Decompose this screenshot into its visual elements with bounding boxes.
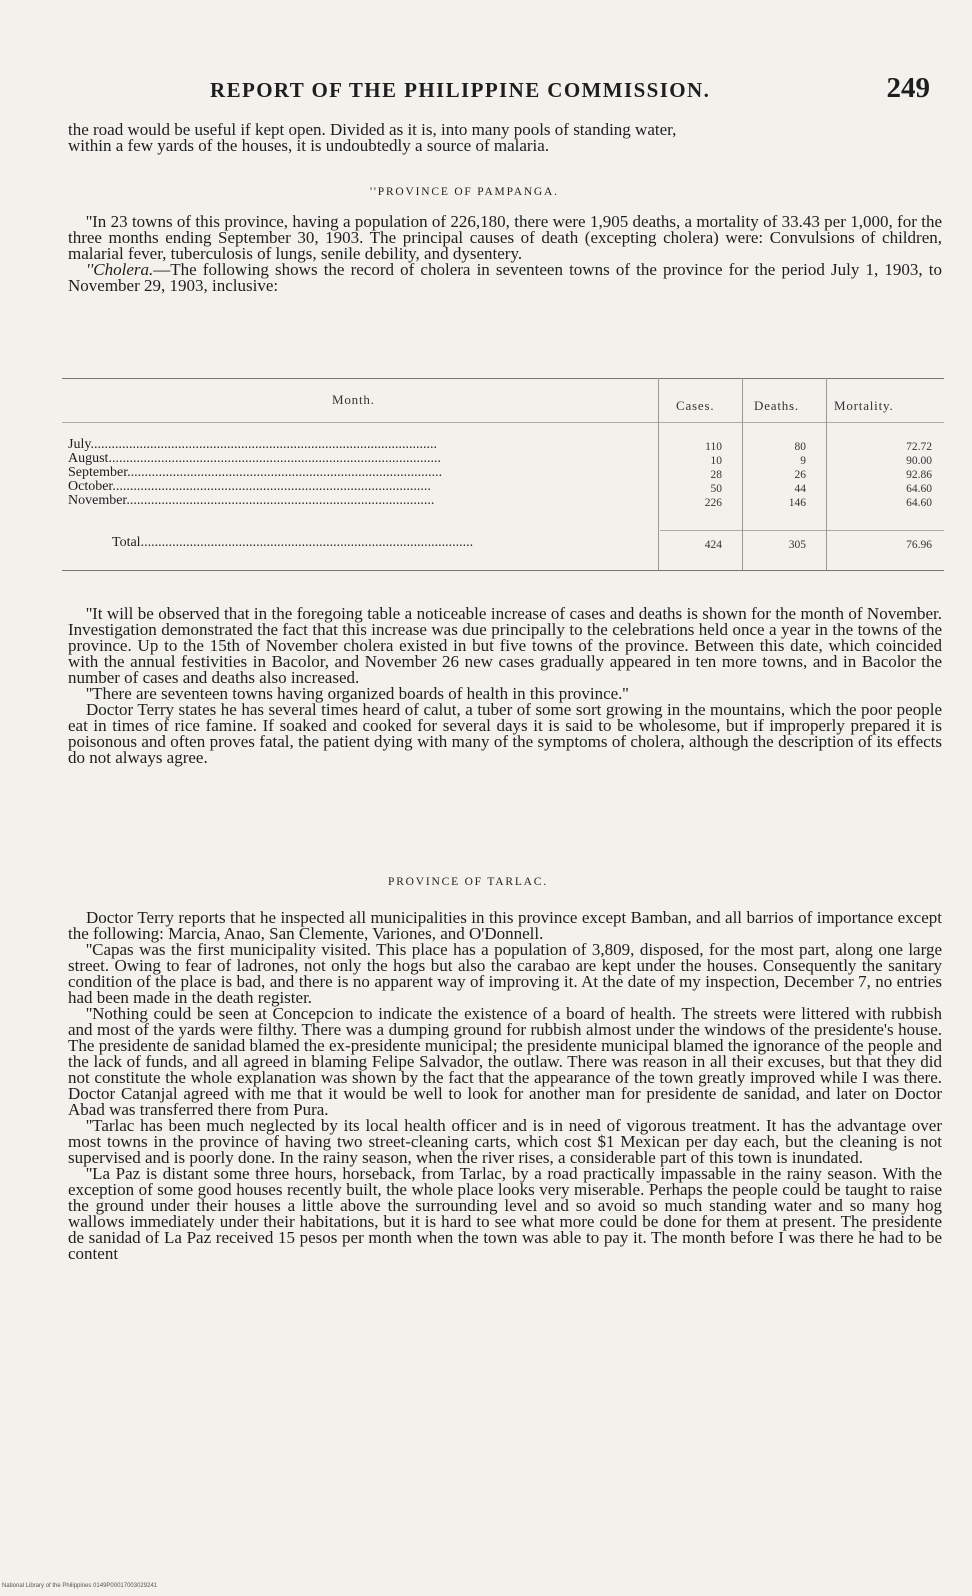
mortality-cell: 72.72 — [906, 441, 932, 453]
mortality-cell: 64.60 — [906, 497, 932, 509]
total-deaths-cell: 305 — [788, 539, 806, 551]
total-row-label: Total............................................................................................... — [112, 536, 474, 550]
deaths-cell: 80 — [794, 441, 806, 453]
cases-cell: 28 — [710, 469, 722, 481]
column-header-month: Month. — [332, 392, 375, 407]
mortality-cell: 90.00 — [906, 455, 932, 467]
tarlac-paragraph: Doctor Terry reports that he inspected all municipalities in this province except Bamban, and all barrios of importance except the following: Marcia, Anao, San Clemente, Variones, and O'Donnell. — [68, 908, 942, 943]
tarlac-town-paragraph: ''Tarlac has been much neglected by its local health officer and is in need of vigorous treatment. It has the advantage over most towns in the province of having two street-cleaning carts, which cost $1 Mexican per day each, but the cleaning is not supervised and is poorly done. In the rainy season, when the river rises, a considerable part of this town is inundated. — [68, 1116, 942, 1167]
row-month-label: August............................................................................................... — [68, 452, 441, 466]
column-header-mortality: Mortality. — [834, 398, 894, 413]
mortality-cell: 92.86 — [906, 469, 932, 481]
tarlac-paragraphs — [68, 910, 942, 1262]
pampanga-paragraph: ''In 23 towns of this province, having a population of 226,180, there were 1,905 deaths, a mortality of 33.43 per 1,000, for the three months ending September 30, 1903. The principal causes of death (excepting cholera) were: Convulsions of children, malarial fever, tuberculosis of lungs, senile debility, and dysentery. — [68, 212, 942, 263]
deaths-cell: 26 — [794, 469, 806, 481]
table-total-rule — [660, 530, 944, 531]
intro-line: within a few yards of the houses, it is undoubtedly a source of malaria. — [68, 136, 550, 155]
table-bottom-rule — [62, 570, 944, 571]
table-column-divider — [658, 378, 659, 570]
cholera-text: —The following shows the record of cholera in seventeen towns of the province for the period July 1, 1903, to November 29, 1903, inclusive: — [68, 260, 942, 295]
table-header-rule — [62, 422, 944, 423]
calut-paragraph: Doctor Terry states he has several times heard of calut, a tuber of some sort growing in the mountains, which the poor people eat in times of rice famine. If soaked and cooked for several days it is said to be wholesome, but if improperly prepared it is poisonous and often proves fatal, the patient dying with many of the symptoms of cholera, although the description of its effects do not always agree. — [68, 700, 942, 767]
cholera-label: ''Cholera. — [86, 260, 154, 279]
table-column-divider — [742, 378, 743, 570]
cases-cell: 10 — [710, 455, 722, 467]
column-header-deaths: Deaths. — [754, 398, 799, 413]
la-paz-paragraph: ''La Paz is distant some three hours, horseback, from Tarlac, by a road practically impassable in the rainy season. With the exception of some good houses recently built, the whole place looks very miserable. Perhaps the people could be taught to raise the ground under their houses a little above the surrounding level and so avoid so much standing water and so many hog wallows immediately under their habitations, but it is hard to see what more could be done for them at present. The presidente de sanidad of La Paz received 15 pesos per month when the town was able to pay it. The month before I was there he had to be content — [68, 1164, 942, 1263]
intro-paragraph — [68, 122, 942, 154]
cases-cell: 50 — [710, 483, 722, 495]
scan-footer: National Library of the Philippines 0149P00017003029241 — [2, 1583, 158, 1589]
table-column-divider — [826, 378, 827, 570]
running-title: REPORT OF THE PHILIPPINE COMMISSION. — [210, 78, 711, 102]
total-cases-cell: 424 — [704, 539, 722, 551]
section-heading-tarlac: PROVINCE OF TARLAC. — [388, 876, 548, 888]
column-header-cases: Cases. — [676, 398, 715, 413]
cholera-paragraph — [68, 262, 942, 294]
row-month-label: September.......................................................................................... — [68, 466, 443, 480]
cases-cell: 110 — [705, 441, 722, 453]
page-header — [200, 70, 940, 110]
concepcion-paragraph: ''Nothing could be seen at Concepcion to indicate the existence of a board of health. The streets were littered with rubbish and most of the yards were filthy. There was a dumping ground for rubbish almost under the windows of the presidente's house. The presidente de sanidad blamed the ex-presidente municipal; the presidente municipal blamed the ignorance of the people and the lack of funds, and all agreed in blaming Felipe Salvador, the outlaw. There was reason in all their excuses, but that they did not constitute the whole explanation was shown by the fact that the appearance of the town greatly improved while I was there. Doctor Catanjal agreed with me that it would be well to look for another man for presidente de sanidad, and later on Doctor Abad was transferred there from Pura. — [68, 1004, 942, 1119]
section-heading-pampanga: ''PROVINCE OF PAMPANGA. — [370, 186, 559, 198]
page-number: 249 — [886, 72, 930, 104]
mortality-cell: 64.60 — [906, 483, 932, 495]
boards-of-health-paragraph: ''There are seventeen towns having organized boards of health in this province.'' — [86, 684, 629, 703]
intro-line: the road would be useful if kept open. Divided as it is, into many pools of standing water, — [68, 120, 677, 139]
cholera-table — [62, 378, 944, 583]
deaths-cell: 146 — [788, 497, 806, 509]
row-month-label: July................................................................................................... — [68, 438, 437, 452]
deaths-cell: 9 — [800, 455, 806, 467]
capas-paragraph: ''Capas was the first municipality visited. This place has a population of 3,809, disposed, for the most part, along one large street. Owing to fear of ladrones, not only the hogs but also the carabao are kept under the houses. Consequently the sanitary condition of the place is bad, and there is no apparent way of improving it. At the date of my inspection, December 7, no entries had been made in the death register. — [68, 940, 942, 1007]
deaths-cell: 44 — [794, 483, 806, 495]
november-paragraph: ''It will be observed that in the foregoing table a noticeable increase of cases and deaths is shown for the month of November. Investigation demonstrated the fact that this increase was due principally to the celebrations held once a year in the towns of the province. Up to the 15th of November cholera existed in but five towns of the province. Between this date, which coincided with the annual festivities in Bacolor, and November 26 new cases gradually appeared in ten more towns, and in Bacolor the number of cases and deaths also increased. — [68, 604, 942, 687]
post-table-paragraphs — [68, 606, 942, 766]
total-mortality-cell: 76.96 — [906, 539, 932, 551]
pampanga-paragraphs — [68, 214, 942, 294]
cases-cell: 226 — [704, 497, 722, 509]
row-month-label: November........................................................................................ — [68, 494, 435, 508]
table-top-rule — [62, 378, 944, 379]
row-month-label: October........................................................................................... — [68, 480, 431, 494]
